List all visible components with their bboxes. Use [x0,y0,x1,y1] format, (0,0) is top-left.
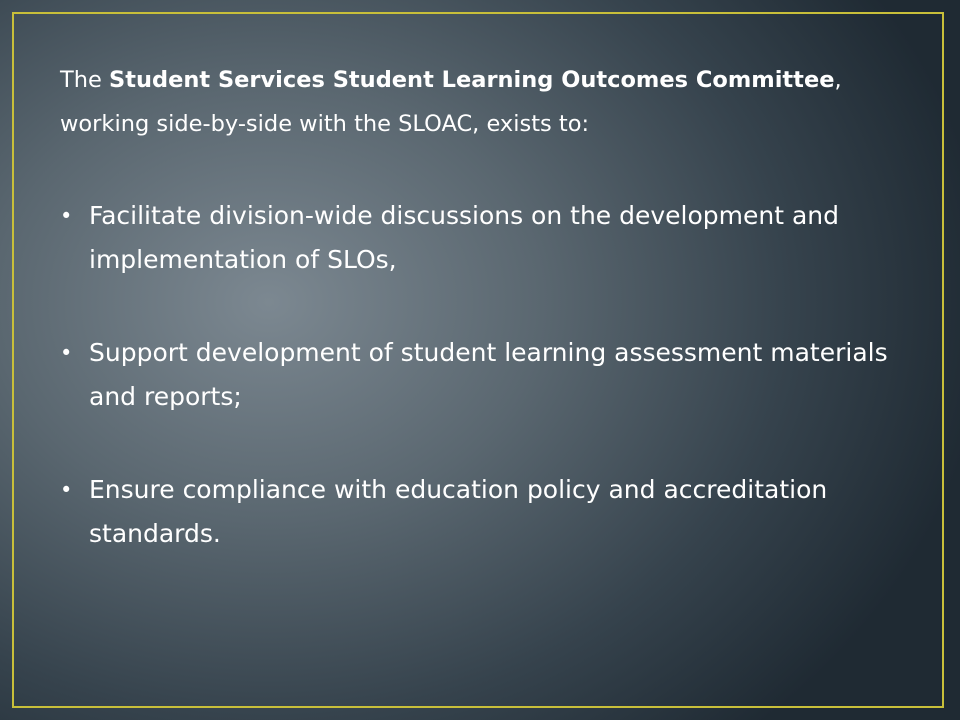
intro-lead: The [60,67,109,93]
bullet-text: Support development of student learning assessment materials and reports; [89,338,888,411]
slide-content [60,58,890,556]
bullet-item [60,194,890,282]
bullet-dot-icon: • [60,204,73,228]
bullet-text: Ensure compliance with education policy and accreditation standards. [89,475,828,548]
intro-paragraph [60,58,890,146]
bullet-item [60,468,890,556]
bullet-dot-icon: • [60,341,73,365]
intro-rest: , working side-by-side with the SLOAC, exists to: [60,67,842,137]
bullet-item [60,331,890,419]
bullet-text: Facilitate division-wide discussions on the development and implementation of SLOs, [89,201,840,274]
committee-name: Student Services Student Learning Outcomes Committee [109,67,835,93]
bullet-list [60,194,890,556]
bullet-dot-icon: • [60,478,73,502]
